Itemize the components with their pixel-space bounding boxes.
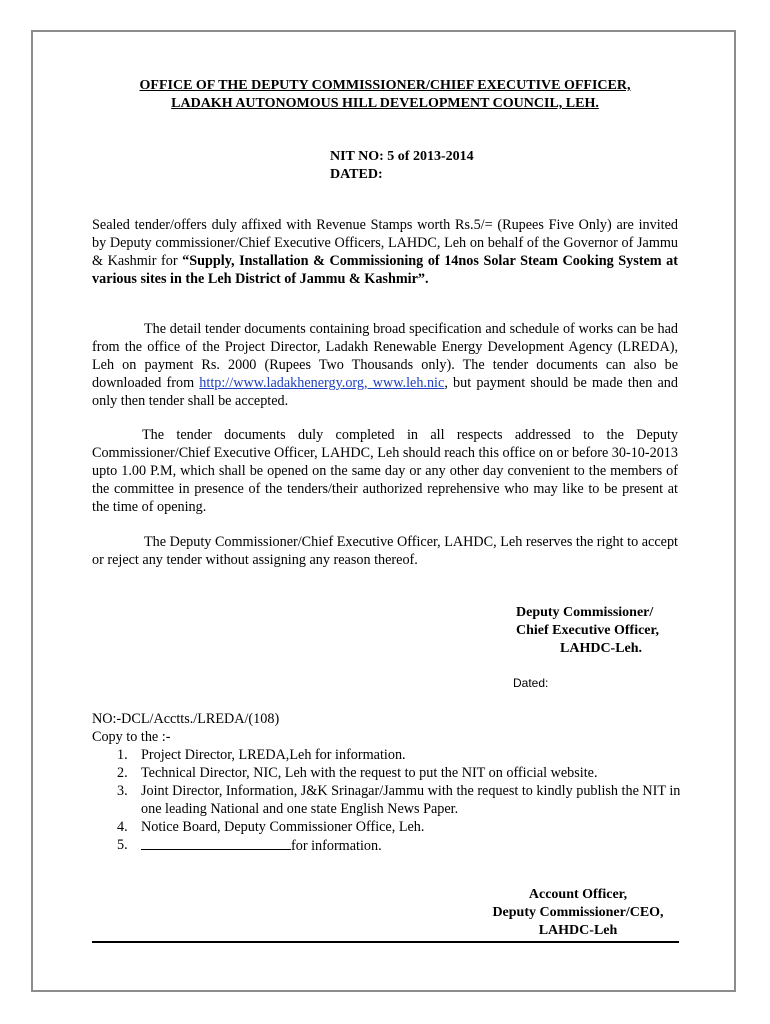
list-item [92,764,692,782]
signature-ao-line1: Account Officer, [528,887,628,902]
list-item-text: Joint Director, Information, J&K Srinagar/Jammu with the request to kindly publish the NIT in one leading National and one state English News Paper. [141,783,681,817]
list-item [92,818,692,836]
paragraph-rights [92,533,678,569]
signature-block-account-officer [478,886,678,940]
nit-number: NIT NO: 5 of 2013-2014 [330,149,474,164]
nit-dated: DATED: [330,167,383,182]
list-item-number: 1. [117,747,128,763]
list-item-text: Technical Director, NIC, Leh with the request to put the NIT on official website. [141,765,598,781]
signature-dc-line1: Deputy Commissioner/ [516,605,654,620]
copy-ref-number: NO:-DCL/Acctts./LREDA/(108) [92,711,280,727]
paragraph-documents [92,320,678,410]
signature-ao-line3: LAHDC-Leh [538,923,618,938]
office-heading-line2: LADAKH AUTONOMOUS HILL DEVELOPMENT COUNCIL, LEH. [171,96,599,111]
signature-ao-line2: Deputy Commissioner/CEO, [492,905,664,920]
list-item-number: 4. [117,819,128,835]
copy-block [92,710,692,855]
download-link[interactable]: http://www.ladakhenergy.org, www.leh.nic [199,375,445,391]
documents-tail: , but payment should be made then and only then tender shall be accepted. [92,375,678,409]
rights-text: The Deputy Commissioner/Chief Executive Officer, LAHDC, Leh reserves the right to accept or reject any tender without assigning any reason thereof. [92,534,678,568]
list-item-number: 5. [117,837,128,853]
documents-text: The detail tender documents containing broad specification and schedule of works can be had from the office of the Project Director, Ladakh Renewable Energy Development Agency (LREDA), Leh on payment Rs. 2000 (Rupees Two Thousands only). The tender documents can also be downloaded from [92,321,678,391]
invitation-subject: “Supply, Installation & Commissioning of 14nos Solar Steam Cooking System at various sites in the Leh District of Jammu & Kashmir”. [92,253,678,287]
list-item [92,746,692,764]
list-item [92,836,692,855]
blank-fill-line [141,836,291,850]
submission-text: The tender documents duly completed in all respects addressed to the Deputy Commissioner/Chief Executive Officer, LAHDC, Leh should reach this office on or before 30-10-2013 upto 1.00 P.M, which shall be opened on the same day or any other day convenient to the members of the committee in presence of the tenders/their authorized reprehensive who may like to be present at the time of opening. [92,427,678,515]
list-item-text: Notice Board, Deputy Commissioner Office, Leh. [141,819,425,835]
paragraph-invitation [92,216,678,288]
signature-dc-line3: LAHDC-Leh. [560,641,643,656]
office-heading-line1: OFFICE OF THE DEPUTY COMMISSIONER/CHIEF EXECUTIVE OFFICER, [139,78,631,93]
list-item [92,782,692,818]
signature-dated: Dated: [513,676,549,690]
signature-block-dc [516,604,659,658]
bottom-rule [92,941,679,943]
copy-intro: Copy to the :- [92,729,171,745]
list-item-text: for information. [291,838,382,854]
invitation-text: Sealed tender/offers duly affixed with Revenue Stamps worth Rs.5/= (Rupees Five Only) are invited by Deputy commissioner/Chief Executive Officers, LAHDC, Leh on behalf of the Governor of Jammu & Kashmir for [92,217,678,269]
list-item-number: 2. [117,765,128,781]
list-item-number: 3. [117,783,128,799]
paragraph-submission [92,426,678,516]
nit-block [330,148,474,184]
copy-list [92,746,692,855]
list-item-text: Project Director, LREDA,Leh for information. [141,747,406,763]
signature-dc-line2: Chief Executive Officer, [516,623,659,638]
